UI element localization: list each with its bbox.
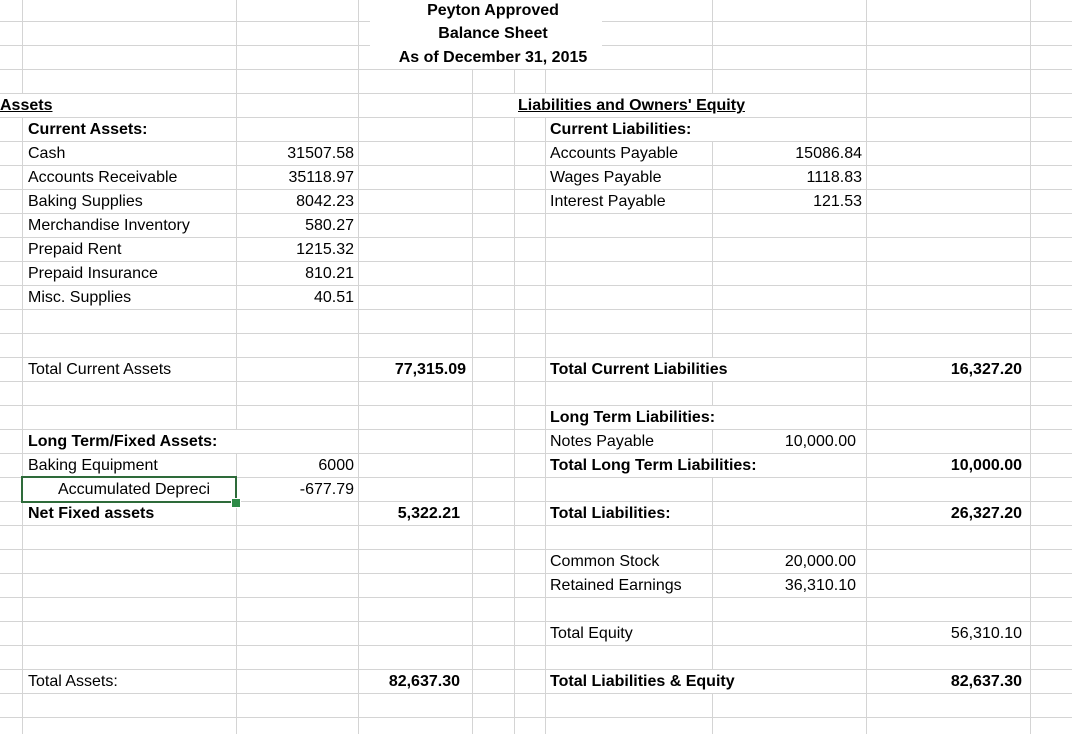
total-liabilities-value[interactable]: 26,327.20 bbox=[950, 505, 1022, 522]
asset-value-merchandise-inventory[interactable]: 580.27 bbox=[305, 217, 354, 234]
row-line bbox=[0, 549, 1072, 550]
selected-cell-border[interactable] bbox=[21, 476, 237, 503]
fixed-assets-heading[interactable]: Long Term/Fixed Assets: bbox=[28, 433, 218, 450]
asset-label-prepaid-insurance[interactable]: Prepaid Insurance bbox=[28, 265, 158, 282]
row-line bbox=[0, 573, 1072, 574]
asset-value-misc-supplies[interactable]: 40.51 bbox=[313, 289, 354, 306]
total-current-assets-value[interactable]: 77,315.09 bbox=[394, 361, 466, 378]
asset-value-prepaid-rent[interactable]: 1215.32 bbox=[296, 241, 354, 258]
total-current-liabilities-value[interactable]: 16,327.20 bbox=[950, 361, 1022, 378]
fill-handle[interactable] bbox=[231, 498, 241, 508]
accumulated-depreciation-label[interactable]: Accumulated Depreci bbox=[58, 481, 211, 498]
net-fixed-assets-label[interactable]: Net Fixed assets bbox=[28, 505, 155, 522]
column-line bbox=[358, 0, 359, 734]
asset-value-baking-supplies[interactable]: 8042.23 bbox=[296, 193, 354, 210]
baking-equipment-value[interactable]: 6000 bbox=[318, 457, 354, 474]
total-liabilities-label[interactable]: Total Liabilities: bbox=[550, 505, 671, 522]
liabilities-heading[interactable]: Liabilities and Owners' Equity bbox=[518, 97, 745, 114]
liability-label-interest-payable[interactable]: Interest Payable bbox=[550, 193, 666, 210]
notes-payable-label[interactable]: Notes Payable bbox=[550, 433, 655, 450]
common-stock-value[interactable]: 20,000.00 bbox=[784, 553, 856, 570]
report-title[interactable]: Balance Sheet bbox=[438, 25, 548, 42]
row-line bbox=[0, 333, 1072, 334]
total-equity-label[interactable]: Total Equity bbox=[550, 625, 633, 642]
current-liabilities-heading[interactable]: Current Liabilities: bbox=[550, 121, 692, 138]
accumulated-depreciation-value[interactable]: -677.79 bbox=[299, 481, 354, 498]
report-date[interactable]: As of December 31, 2015 bbox=[398, 49, 588, 66]
total-liabilities-equity-label[interactable]: Total Liabilities & Equity bbox=[550, 673, 735, 690]
notes-payable-value[interactable]: 10,000.00 bbox=[784, 433, 856, 450]
asset-label-prepaid-rent[interactable]: Prepaid Rent bbox=[28, 241, 122, 258]
asset-value-prepaid-insurance[interactable]: 810.21 bbox=[305, 265, 354, 282]
assets-heading[interactable]: Assets bbox=[0, 97, 53, 114]
asset-value-cash[interactable]: 31507.58 bbox=[287, 145, 354, 162]
total-assets-label[interactable]: Total Assets: bbox=[28, 673, 118, 690]
common-stock-label[interactable]: Common Stock bbox=[550, 553, 660, 570]
row-line bbox=[0, 717, 1072, 718]
asset-label-cash[interactable]: Cash bbox=[28, 145, 66, 162]
asset-label-misc-supplies[interactable]: Misc. Supplies bbox=[28, 289, 132, 306]
column-line bbox=[472, 0, 473, 734]
total-liabilities-equity-value[interactable]: 82,637.30 bbox=[950, 673, 1022, 690]
net-fixed-assets-value[interactable]: 5,322.21 bbox=[397, 505, 460, 522]
baking-equipment-label[interactable]: Baking Equipment bbox=[28, 457, 158, 474]
column-line bbox=[236, 0, 237, 734]
liability-value-wages-payable[interactable]: 1118.83 bbox=[806, 169, 862, 186]
company-name[interactable]: Peyton Approved bbox=[427, 2, 559, 19]
liability-value-interest-payable[interactable]: 121.53 bbox=[813, 193, 862, 210]
total-long-term-liabilities-value[interactable]: 10,000.00 bbox=[950, 457, 1022, 474]
column-line bbox=[866, 0, 867, 734]
asset-label-merchandise-inventory[interactable]: Merchandise Inventory bbox=[28, 217, 190, 234]
total-current-liabilities-label[interactable]: Total Current Liabilities bbox=[550, 361, 728, 378]
asset-value-accounts-receivable[interactable]: 35118.97 bbox=[288, 169, 354, 186]
liability-label-accounts-payable[interactable]: Accounts Payable bbox=[550, 145, 679, 162]
asset-label-accounts-receivable[interactable]: Accounts Receivable bbox=[28, 169, 178, 186]
total-equity-value[interactable]: 56,310.10 bbox=[950, 625, 1022, 642]
total-assets-value[interactable]: 82,637.30 bbox=[388, 673, 460, 690]
retained-earnings-value[interactable]: 36,310.10 bbox=[784, 577, 856, 594]
liability-label-wages-payable[interactable]: Wages Payable bbox=[550, 169, 662, 186]
retained-earnings-label[interactable]: Retained Earnings bbox=[550, 577, 682, 594]
long-term-liabilities-heading[interactable]: Long Term Liabilities: bbox=[550, 409, 716, 426]
total-current-assets-label[interactable]: Total Current Assets bbox=[28, 361, 172, 378]
total-long-term-liabilities-label[interactable]: Total Long Term Liabilities: bbox=[550, 457, 757, 474]
row-line bbox=[0, 597, 1072, 598]
current-assets-heading[interactable]: Current Assets: bbox=[28, 121, 148, 138]
asset-label-baking-supplies[interactable]: Baking Supplies bbox=[28, 193, 143, 210]
row-line bbox=[0, 405, 1072, 406]
column-line bbox=[1030, 0, 1031, 734]
liability-value-accounts-payable[interactable]: 15086.84 bbox=[795, 145, 862, 162]
